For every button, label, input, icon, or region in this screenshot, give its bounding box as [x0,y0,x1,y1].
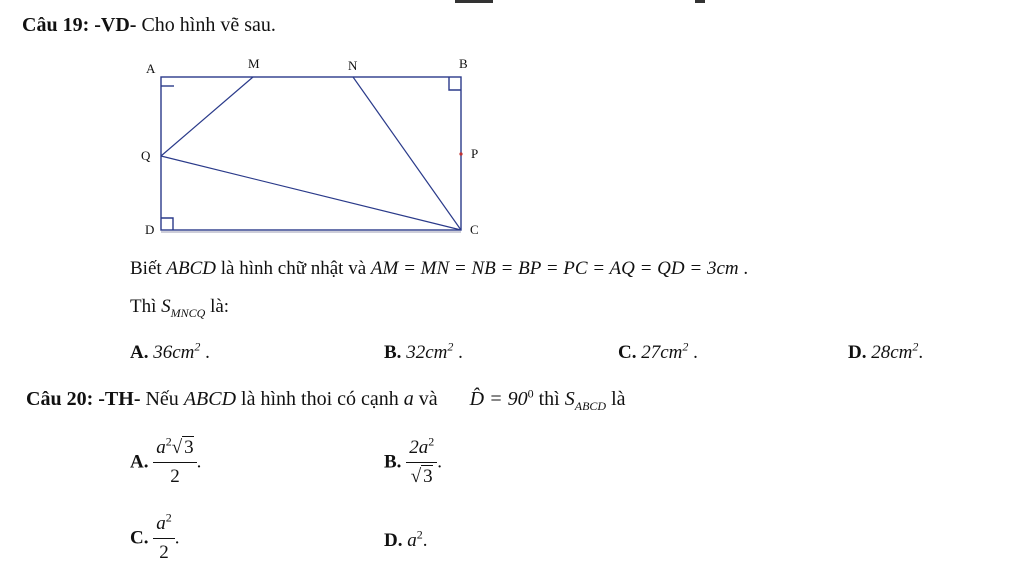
q20-option-b[interactable]: B. $\frac{2a^2}{√ 3}$ . [384,434,442,491]
q20-option-c[interactable]: C. $\frac{a^2}{2}$ . [130,510,179,567]
q19-ask: Thì $S_{MNCQ}$ là: [130,296,230,320]
label-n: N [348,58,358,73]
rectangle-abcd [161,77,461,230]
q19-level: -VD- [94,14,137,36]
segment-mq [161,77,253,156]
q20-option-b-fraction: $\frac{2a^2}{√ 3}$ [406,434,437,491]
label-a: A [146,61,156,76]
area-symbol: S [161,296,171,317]
label-m: M [248,56,260,71]
angle-condition: D̂ = 90 [469,388,528,410]
top-edge-mark-2 [695,0,705,3]
right-angle-mark-d [161,218,173,230]
label-d: D [145,222,155,237]
q19-option-b[interactable]: B. $32cm^2$ . [384,339,463,363]
q20-level: -TH- [98,388,141,410]
q19-number: Câu 19: [22,14,90,36]
q19-header [22,14,276,37]
q20-number: Câu 20: [26,388,94,410]
q19-prompt: Cho hình vẽ sau. [141,14,276,36]
q19-statement: Biết ABCD là hình chữ nhật và AM = MN = NB = BP = PC = AQ = QD = 3cm . [130,258,749,279]
top-edge-mark-1 [455,0,493,3]
statement-shape: ABCD [166,258,217,279]
statement-equation: AM = MN = NB = BP = PC = AQ = QD = 3cm [370,258,739,279]
rectangle-figure [130,52,490,242]
label-p: P [471,146,479,161]
area-subscript: MNCQ [170,305,206,320]
q20-option-c-fraction: $\frac{a^2}{2}$ [153,510,175,567]
q20-header: Câu 20: -TH- Nếu ABCD là hình thoi có cạnh a và D̂ = $90^0$ thì $S_{ABCD}$ là [26,386,626,413]
q20-option-a[interactable]: A. $\frac{a^2√ 3}{2}$ . [130,434,201,491]
label-b: B [459,56,468,71]
label-q: Q [141,148,151,163]
label-c: C [470,222,479,237]
q19-option-a[interactable]: A. $36cm^2$ . [130,339,210,363]
q20-option-d[interactable]: D. $a^2$. [384,527,428,551]
q19-option-d[interactable]: D. $28cm^2$. [848,339,924,363]
q19-option-c[interactable]: C. $27cm^2$ . [618,339,698,363]
right-angle-mark-b [449,77,461,90]
point-p-marker [459,152,462,155]
q19-figure [130,52,490,247]
q20-option-a-fraction: $\frac{a^2√ 3}{2}$ [153,434,196,491]
